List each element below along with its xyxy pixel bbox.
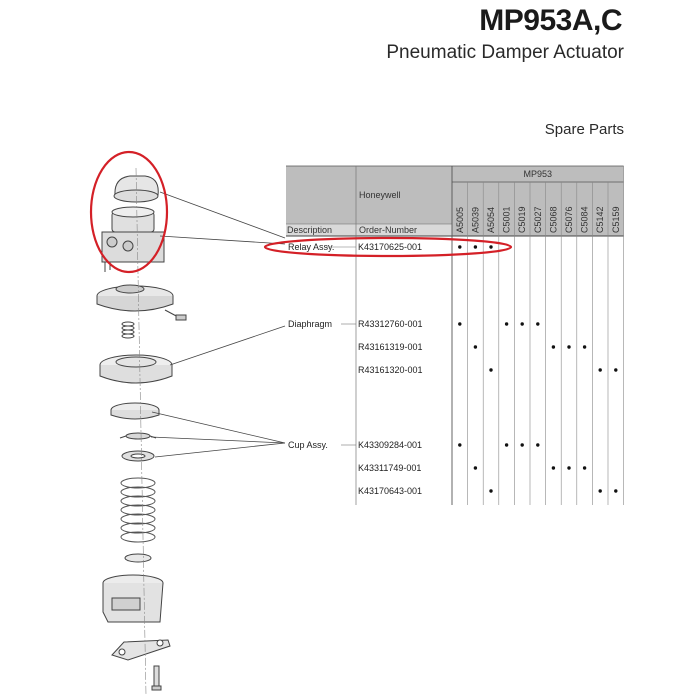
fit-mark — [474, 345, 477, 348]
fit-mark — [583, 345, 586, 348]
row-order-number: K43170643-001 — [358, 486, 423, 496]
row-order-number: K43309284-001 — [358, 440, 423, 450]
row-order-number: K43311749-001 — [358, 463, 422, 473]
mounting-bracket — [112, 640, 170, 660]
fit-mark — [458, 443, 461, 446]
fit-mark — [505, 443, 508, 446]
page-title: MP953A,C — [479, 4, 622, 37]
model-header-c5001: C5001 — [501, 206, 512, 233]
fit-mark — [536, 322, 539, 325]
retaining-ring — [125, 554, 151, 562]
fit-mark — [505, 322, 508, 325]
small-spring — [122, 322, 134, 338]
exploded-view — [97, 168, 186, 695]
diaphragm-part — [100, 355, 172, 383]
fit-mark — [567, 345, 570, 348]
model-header-c5019: C5019 — [517, 206, 528, 233]
fit-mark — [489, 245, 492, 248]
fit-mark — [489, 368, 492, 371]
fit-mark — [474, 245, 477, 248]
model-header-a5039: A5039 — [470, 206, 481, 233]
row-description: Diaphragm — [288, 319, 333, 329]
fit-mark — [599, 489, 602, 492]
main-spring — [121, 478, 155, 542]
lower-housing — [103, 575, 163, 622]
model-header-a5005: A5005 — [454, 206, 465, 233]
model-header-c5076: C5076 — [564, 206, 574, 233]
relay-body — [102, 207, 164, 272]
model-header-c5027: C5027 — [532, 206, 543, 233]
description-header-label: Description — [287, 225, 333, 235]
row-description: Cup Assy. — [288, 440, 328, 450]
leader-lines — [151, 192, 285, 457]
page-subtitle: Pneumatic Damper Actuator — [386, 42, 624, 63]
fit-mark — [567, 466, 570, 469]
clip-ring — [122, 451, 154, 461]
fit-mark — [521, 322, 524, 325]
order-header-label: Order-Number — [359, 225, 418, 235]
fit-mark — [583, 466, 586, 469]
fit-mark — [458, 322, 461, 325]
star-washer — [120, 433, 156, 439]
fit-mark — [599, 368, 602, 371]
section-heading: Spare Parts — [544, 121, 624, 138]
fit-mark — [474, 466, 477, 469]
model-header-c5068: C5068 — [548, 206, 559, 233]
model-header-c5142: C5142 — [595, 206, 606, 233]
fit-mark — [552, 345, 555, 348]
row-order-number: R43161319-001 — [358, 342, 423, 352]
model-header-a5054: A5054 — [486, 206, 496, 233]
fit-mark — [458, 245, 461, 248]
model-header-c5084: C5084 — [579, 206, 590, 233]
cup-disc — [111, 403, 159, 419]
brand-header-label: Honeywell — [359, 190, 401, 200]
bottom-pin — [152, 666, 161, 690]
group-header-label: MP953 — [523, 169, 553, 179]
row-order-number: R43161320-001 — [358, 365, 423, 375]
row-order-number: R43312760-001 — [358, 319, 423, 329]
fit-mark — [536, 443, 539, 446]
fit-mark — [552, 466, 555, 469]
model-header-c5159: C5159 — [610, 206, 621, 233]
fit-mark — [614, 489, 617, 492]
fit-mark — [521, 443, 524, 446]
upper-housing — [97, 285, 186, 320]
row-order-number: K43170625-001 — [358, 242, 423, 252]
row-description: Relay Assy. — [288, 242, 335, 252]
fit-mark — [614, 368, 617, 371]
spare-parts-table — [286, 166, 624, 505]
fit-mark — [489, 489, 492, 492]
